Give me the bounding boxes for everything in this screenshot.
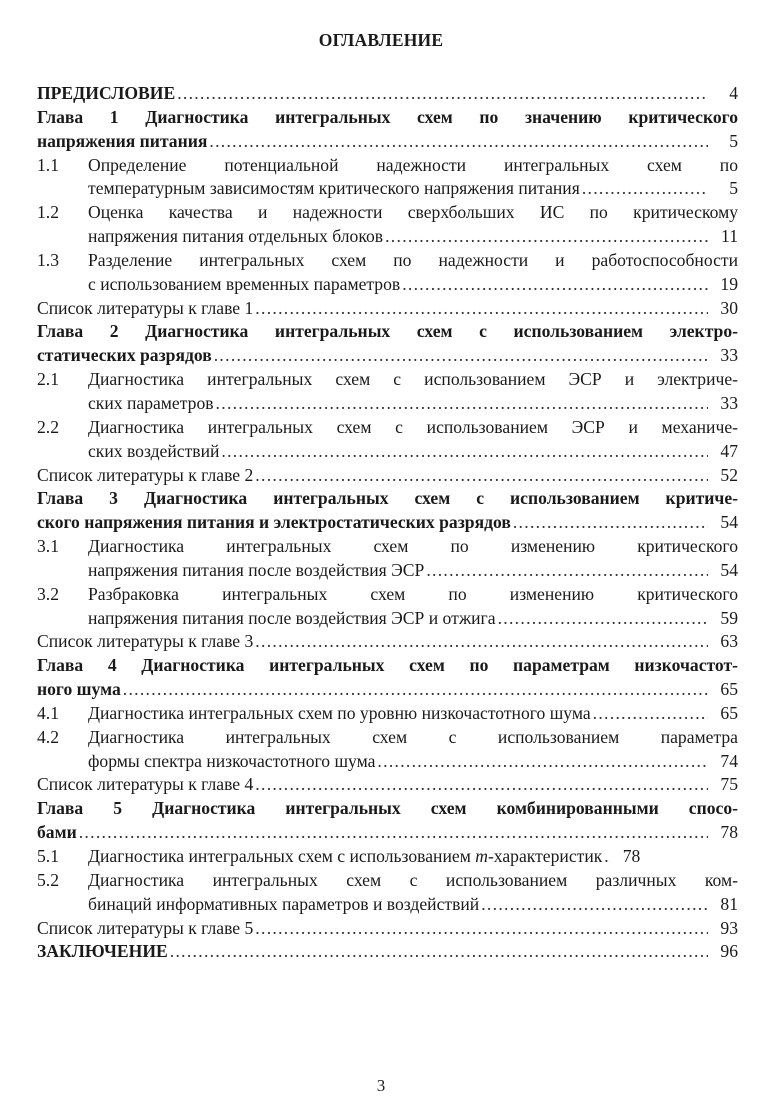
entry-title-last-line: Список литературы к главе 5 bbox=[37, 917, 254, 938]
section-number: 4.1 bbox=[37, 702, 59, 723]
entry-title-line: Диагностика интегральных схем с использованием различных ком- bbox=[88, 869, 738, 890]
dot-leader bbox=[255, 773, 708, 797]
entry-title-last-line: ских воздействий bbox=[88, 440, 220, 461]
dot-leader bbox=[216, 392, 708, 416]
dot-leader bbox=[604, 845, 610, 869]
entry-title-line: Глава 1 Диагностика интегральных схем по значению критического bbox=[37, 106, 738, 127]
entry-page-number: 33 bbox=[720, 345, 738, 366]
entry-title-last-line: Список литературы к главе 4 bbox=[37, 774, 254, 795]
entry-title-part: -характеристик bbox=[487, 846, 603, 866]
entry-title-line: Диагностика интегральных схем с использованием ЭСР и механиче- bbox=[88, 416, 738, 437]
entry-title-italic-symbol: m bbox=[475, 846, 488, 866]
section-number: 2.2 bbox=[37, 416, 59, 437]
entry-title-part: Диагностика интегральных схем с использованием bbox=[88, 846, 476, 866]
dot-leader bbox=[513, 511, 708, 535]
section-number: 3.1 bbox=[37, 536, 59, 557]
dot-leader bbox=[170, 940, 708, 964]
toc-section-entry[interactable] bbox=[37, 845, 738, 869]
entry-title-line: Оценка качества и надежности сверхбольших ИС по критическому bbox=[88, 202, 738, 223]
toc-top-entry[interactable] bbox=[37, 82, 738, 106]
entry-page-number: 78 bbox=[720, 822, 738, 843]
dot-leader bbox=[255, 630, 708, 654]
dot-leader bbox=[481, 893, 708, 917]
entry-title-line: Диагностика интегральных схем по изменению критического bbox=[88, 536, 738, 557]
entry-page-number: 54 bbox=[720, 559, 738, 580]
toc-chapter-entry[interactable] bbox=[37, 487, 738, 535]
entry-page-number: 33 bbox=[720, 392, 738, 413]
dot-leader bbox=[214, 344, 708, 368]
section-number: 1.3 bbox=[37, 249, 59, 270]
toc-references-entry[interactable] bbox=[37, 464, 738, 488]
entry-page-number: 81 bbox=[720, 893, 738, 914]
section-number: 5.1 bbox=[37, 846, 59, 866]
entry-page-number: 47 bbox=[720, 440, 738, 461]
entry-title-last-line: Список литературы к главе 1 bbox=[37, 297, 254, 318]
entry-page-number: 30 bbox=[720, 297, 738, 318]
entry-title-last-line: напряжения питания bbox=[37, 130, 208, 151]
entry-page-number: 5 bbox=[729, 178, 738, 199]
entry-title-line: Диагностика интегральных схем с использованием параметра bbox=[88, 726, 738, 747]
toc-section-entry[interactable] bbox=[37, 201, 738, 249]
entry-page-number: 63 bbox=[720, 631, 738, 652]
dot-leader bbox=[123, 678, 708, 702]
entry-title-last-line: ЗАКЛЮЧЕНИЕ bbox=[37, 941, 168, 962]
toc-top-entry[interactable] bbox=[37, 940, 738, 964]
section-number: 3.2 bbox=[37, 583, 59, 604]
section-number: 1.2 bbox=[37, 202, 59, 223]
dot-leader bbox=[255, 297, 708, 321]
dot-leader bbox=[593, 702, 708, 726]
entry-title-last-line: статических разрядов bbox=[37, 345, 212, 366]
entry-title-last-line: ного шума bbox=[37, 679, 121, 700]
entry-title-last-line: напряжения питания после воздействия ЭСР bbox=[88, 559, 425, 580]
toc-section-entry[interactable] bbox=[37, 726, 738, 774]
toc-section-entry[interactable] bbox=[37, 249, 738, 297]
section-number: 4.2 bbox=[37, 726, 59, 747]
entry-title-last-line: формы спектра низкочастотного шума bbox=[88, 750, 376, 771]
toc-chapter-entry[interactable] bbox=[37, 106, 738, 154]
toc-section-entry[interactable] bbox=[37, 368, 738, 416]
entry-title-last-line: Диагностика интегральных схем по уровню низкочастотного шума bbox=[88, 702, 591, 723]
section-number: 5.2 bbox=[37, 869, 59, 890]
entry-page-number: 11 bbox=[721, 226, 738, 247]
toc-section-entry[interactable] bbox=[37, 702, 738, 726]
table-of-contents bbox=[37, 82, 738, 964]
dot-leader bbox=[582, 177, 708, 201]
entry-title-line: Глава 4 Диагностика интегральных схем по параметрам низкочастот- bbox=[37, 655, 738, 676]
toc-section-entry[interactable] bbox=[37, 154, 738, 202]
dot-leader bbox=[209, 130, 708, 154]
toc-chapter-entry[interactable] bbox=[37, 797, 738, 845]
entry-page-number: 75 bbox=[720, 774, 738, 795]
dot-leader bbox=[255, 917, 708, 941]
entry-page-number: 4 bbox=[729, 83, 738, 103]
entry-page-number: 65 bbox=[720, 702, 738, 723]
page-number: 3 bbox=[376, 1076, 386, 1095]
dot-leader bbox=[221, 440, 708, 464]
entry-title-line: Глава 2 Диагностика интегральных схем с использованием электро- bbox=[37, 321, 738, 342]
entry-title-last-line: бами bbox=[37, 822, 77, 843]
entry-title-last-line: с использованием временных параметров bbox=[88, 273, 401, 294]
entry-page-number: 74 bbox=[720, 750, 738, 771]
toc-section-entry[interactable] bbox=[37, 535, 738, 583]
dot-leader bbox=[385, 225, 708, 249]
entry-title-line: Определение потенциальной надежности интегральных схем по bbox=[88, 154, 738, 175]
entry-title-line: Диагностика интегральных схем с использованием ЭСР и электриче- bbox=[88, 369, 738, 390]
entry-title-last-line: ских параметров bbox=[88, 392, 214, 413]
entry-page-number: 78 bbox=[622, 846, 641, 866]
entry-title-last-line: ПРЕДИСЛОВИЕ bbox=[37, 83, 176, 103]
dot-leader bbox=[377, 750, 708, 774]
entry-page-number: 96 bbox=[720, 941, 738, 962]
section-number: 2.1 bbox=[37, 369, 59, 390]
entry-page-number: 59 bbox=[720, 607, 738, 628]
entry-title-last-line: ского напряжения питания и электростатических разрядов bbox=[37, 512, 511, 533]
dot-leader bbox=[177, 82, 708, 106]
entry-title-line: Разбраковка интегральных схем по изменению критического bbox=[88, 583, 738, 604]
toc-section-entry[interactable] bbox=[37, 583, 738, 631]
entry-title-last-line: Список литературы к главе 2 bbox=[37, 464, 254, 485]
entry-title-last-line: напряжения питания после воздействия ЭСР и отжига bbox=[88, 607, 496, 628]
toc-section-entry[interactable] bbox=[37, 869, 738, 917]
entry-title-last-line: температурным зависимостям критического напряжения питания bbox=[88, 178, 580, 199]
entry-page-number: 65 bbox=[720, 679, 738, 700]
dot-leader bbox=[255, 464, 708, 488]
entry-page-number: 19 bbox=[720, 273, 738, 294]
entry-title-last-line: Список литературы к главе 3 bbox=[37, 631, 254, 652]
entry-page-number: 5 bbox=[729, 130, 738, 151]
toc-references-entry[interactable] bbox=[37, 917, 738, 941]
page-title: ОГЛАВЛЕНИЕ bbox=[318, 30, 444, 50]
entry-title-last-line bbox=[88, 845, 602, 869]
entry-page-number: 93 bbox=[720, 917, 738, 938]
toc-references-entry[interactable] bbox=[37, 630, 738, 654]
entry-page-number: 52 bbox=[720, 464, 738, 485]
entry-title-line: Разделение интегральных схем по надежности и работоспособности bbox=[88, 249, 738, 270]
toc-references-entry[interactable] bbox=[37, 297, 738, 321]
toc-references-entry[interactable] bbox=[37, 773, 738, 797]
toc-chapter-entry[interactable] bbox=[37, 320, 738, 368]
entry-title-last-line: бинаций информативных параметров и воздействий bbox=[88, 893, 480, 914]
dot-leader bbox=[426, 559, 708, 583]
toc-section-entry[interactable] bbox=[37, 416, 738, 464]
entry-title-line: Глава 5 Диагностика интегральных схем комбинированными спосо- bbox=[37, 798, 738, 819]
section-number: 1.1 bbox=[37, 154, 59, 175]
dot-leader bbox=[498, 607, 708, 631]
dot-leader bbox=[79, 821, 708, 845]
entry-page-number: 54 bbox=[720, 512, 738, 533]
entry-title-last-line: напряжения питания отдельных блоков bbox=[88, 226, 384, 247]
entry-title-line: Глава 3 Диагностика интегральных схем с использованием критиче- bbox=[37, 488, 738, 509]
dot-leader bbox=[402, 273, 708, 297]
toc-chapter-entry[interactable] bbox=[37, 654, 738, 702]
